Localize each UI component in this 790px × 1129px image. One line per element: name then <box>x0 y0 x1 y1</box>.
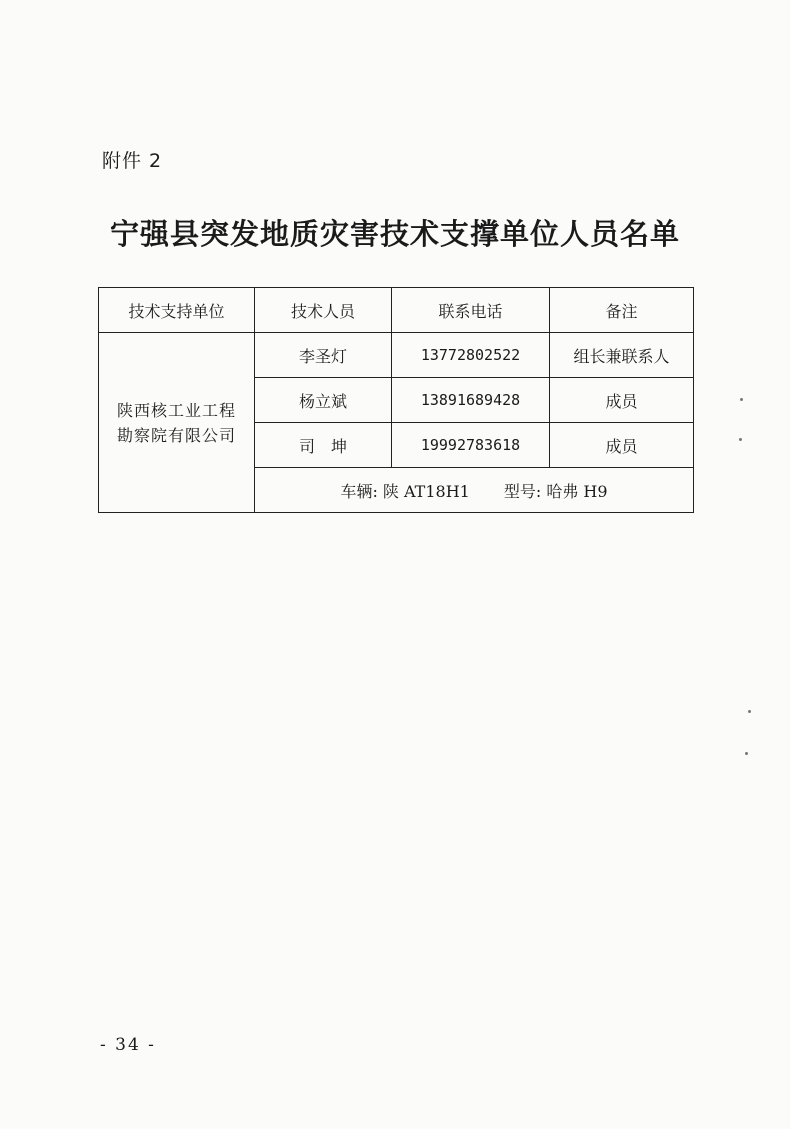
header-phone: 联系电话 <box>392 288 550 333</box>
staff-phone: 13772802522 <box>392 333 550 378</box>
vehicle-plate: 车辆: 陕 AT18H1 <box>340 481 470 501</box>
page-number: - 34 - <box>100 1035 156 1055</box>
header-unit: 技术支持单位 <box>99 288 255 333</box>
unit-cell <box>99 333 255 513</box>
header-note: 备注 <box>550 288 694 333</box>
table-header-row <box>99 288 694 333</box>
staff-phone: 13891689428 <box>392 378 550 423</box>
staff-note: 成员 <box>550 378 694 423</box>
staff-name: 杨立斌 <box>255 378 392 423</box>
staff-name: 司 坤 <box>255 423 392 468</box>
staff-note: 组长兼联系人 <box>550 333 694 378</box>
staff-table <box>98 287 694 513</box>
scan-speck <box>745 752 748 755</box>
table-row <box>99 333 694 378</box>
document-title: 宁强县突发地质灾害技术支撑单位人员名单 <box>109 217 680 251</box>
attachment-label: 附件 2 <box>102 150 163 172</box>
staff-phone: 19992783618 <box>392 423 550 468</box>
staff-note: 成员 <box>550 423 694 468</box>
header-staff: 技术人员 <box>255 288 392 333</box>
vehicle-model: 型号: 哈弗 H9 <box>503 481 608 501</box>
scan-speck <box>748 710 751 713</box>
vehicle-cell <box>255 468 694 513</box>
scan-speck <box>739 438 742 441</box>
unit-name-line-2: 勘察院有限公司 <box>116 425 236 445</box>
unit-name-line-1: 陕西核工业工程 <box>116 400 236 420</box>
staff-name: 李圣灯 <box>255 333 392 378</box>
scan-speck <box>740 398 743 401</box>
